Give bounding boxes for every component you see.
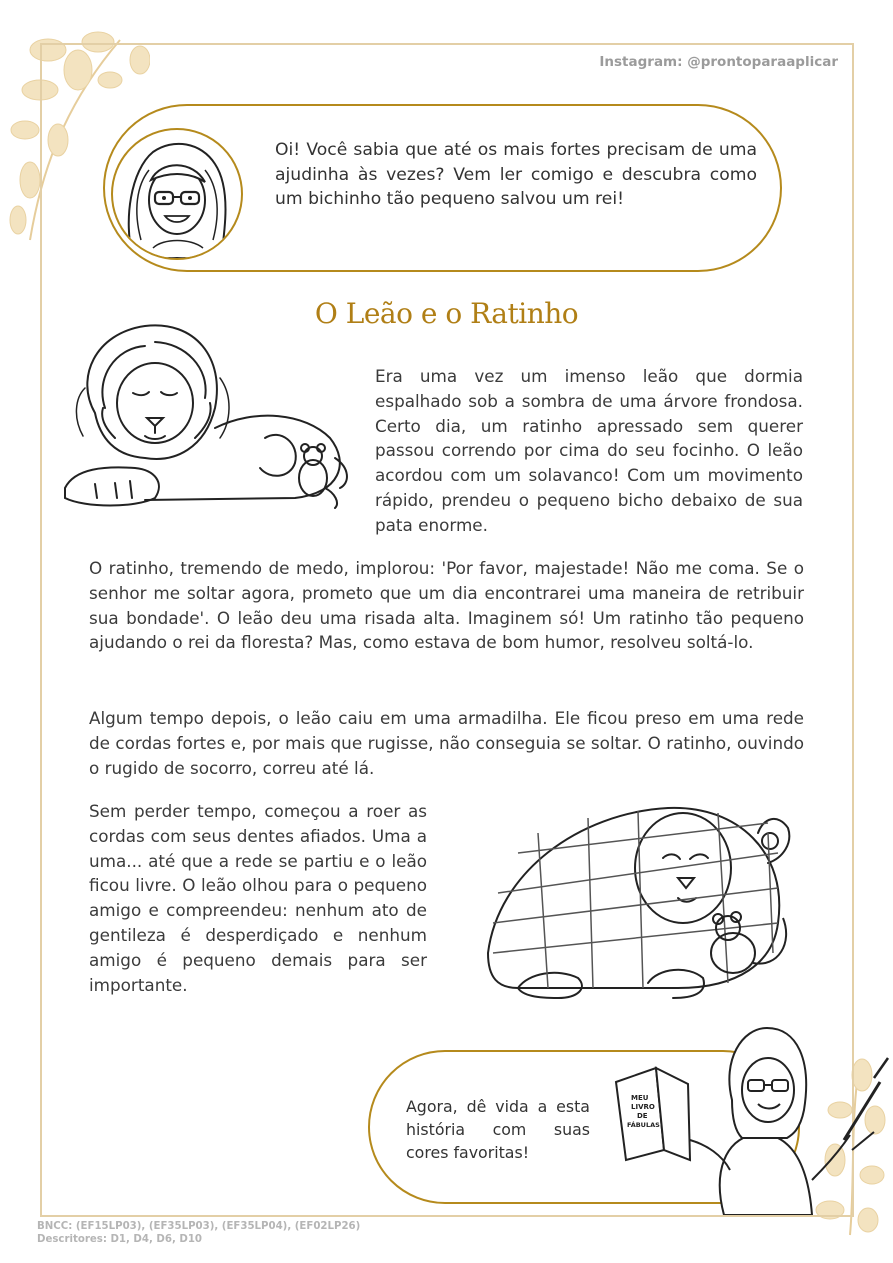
intro-speech-bubble <box>103 104 782 272</box>
teacher-with-book-illustration <box>612 1020 892 1215</box>
teacher-avatar <box>111 128 243 260</box>
teacher-avatar-icon <box>113 130 241 258</box>
story-paragraph-2: O ratinho, tremendo de medo, implorou: 'Por favor, majestade! Não me coma. Se o senhor me soltar agora, prometo que um dia encontrarei uma maneira de retribuir sua bondade'. O leão deu uma risada alta. Imaginem só! Um ratinho tão pequeno ajudando o rei da floresta? Mas, como estava de bom humor, resolveu soltá-lo. <box>89 558 804 653</box>
book-title-line-4: FÁBULAS <box>627 1121 660 1129</box>
story-paragraph-1: Era uma vez um imenso leão que dormia espalhado sob a sombra de uma árvore frondosa. Certo dia, um ratinho apressado sem querer passou correndo por cima do seu focinho. O leão acordou com um solavanco! Com um movimento rápido, prendeu o pequeno bicho debaixo de sua pata enorme. <box>375 366 803 535</box>
descritores: Descritores: D1, D4, D6, D10 <box>37 1234 202 1245</box>
book-title-line-3: DE <box>637 1112 648 1120</box>
outro-text: Agora, dê vida a esta história com suas cores favoritas! <box>406 1097 590 1162</box>
story-paragraph-3: Algum tempo depois, o leão caiu em uma armadilha. Ele ficou preso em uma rede de cordas fortes e, por mais que rugisse, não conseguia se soltar. O ratinho, ouvindo o rugido de socorro, correu até lá. <box>89 708 804 778</box>
bncc-codes: BNCC: (EF15LP03), (EF35LP03), (EF35LP04), (EF02LP26) <box>37 1221 361 1232</box>
story-paragraph-4: Sem perder tempo, começou a roer as cordas com seus dentes afiados. Uma a uma... até que a rede se partiu e o leão ficou livre. O leão olhou para o pequeno amigo e compreendeu: nenhum ato de gentileza é desperdiçado e nenhum amigo é pequeno demais para ser importante. <box>89 801 427 995</box>
intro-text: Oi! Você sabia que até os mais fortes precisam de uma ajudinha às vezes? Vem ler comigo e descubra como um bichinho tão pequeno salvou um rei! <box>275 140 757 209</box>
sleeping-lion-illustration <box>55 318 355 518</box>
book-title-line-2: LIVRO <box>631 1103 655 1111</box>
story-title: O Leão e o Ratinho <box>314 297 579 330</box>
lion-in-net-illustration <box>478 793 803 1008</box>
book-title-line-1: MEU <box>631 1094 649 1102</box>
instagram-handle: Instagram: @prontoparaaplicar <box>599 54 838 70</box>
footer-info <box>37 1220 360 1246</box>
